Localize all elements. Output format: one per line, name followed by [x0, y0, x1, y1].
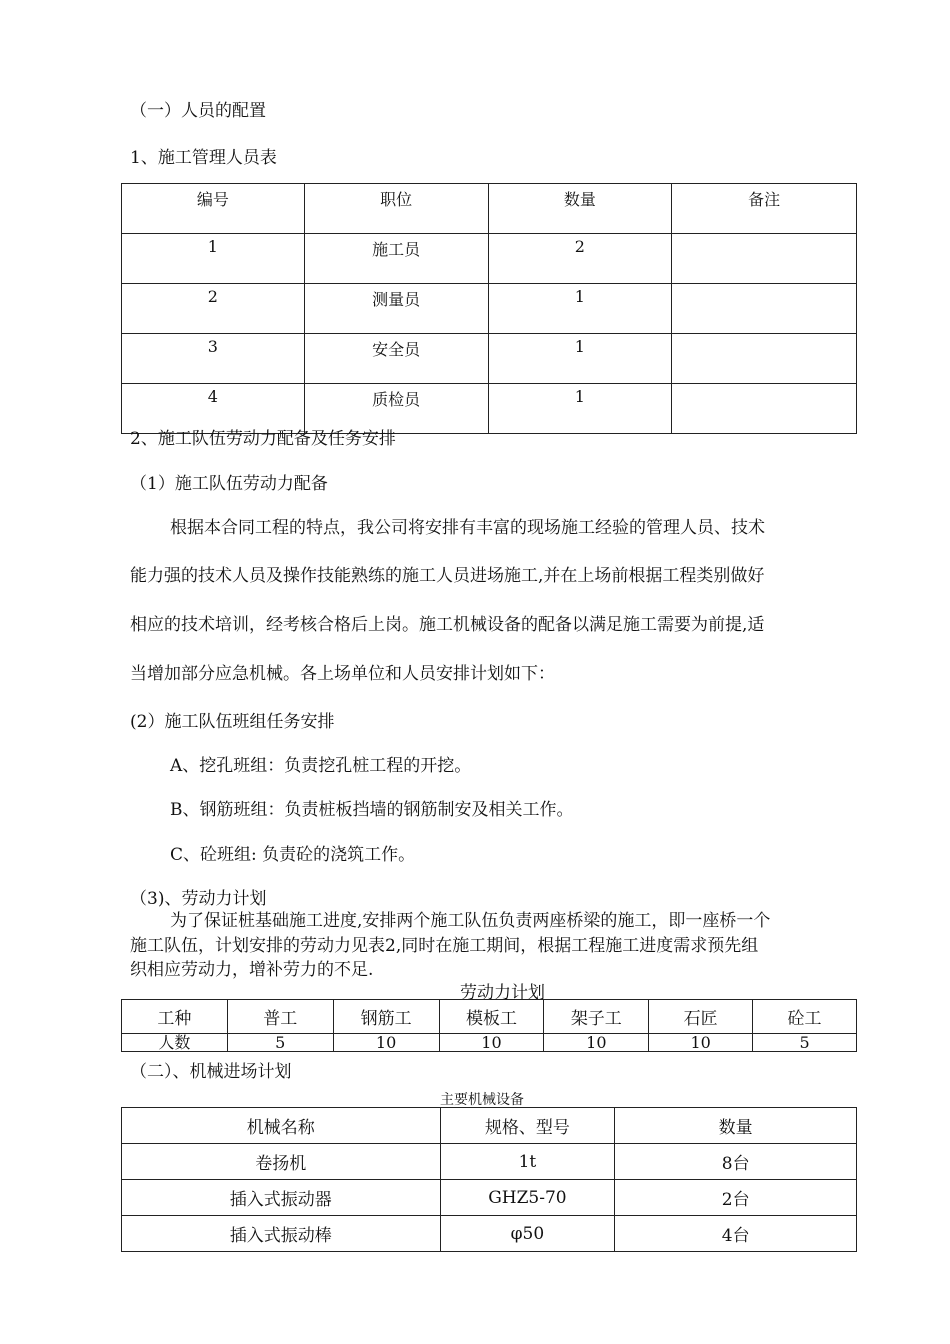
team-item: B、钢筋班组：负责桩板挡墙的钢筋制安及相关工作。	[170, 800, 574, 820]
table-cell: 架子工	[544, 1000, 649, 1034]
table-header-row	[122, 184, 857, 234]
table-row	[122, 1000, 857, 1034]
table-row	[122, 1180, 857, 1216]
table-cell: 2	[122, 284, 305, 334]
paragraph-line: 当增加部分应急机械。各上场单位和人员安排计划如下：	[130, 664, 555, 684]
table-cell: 插入式振动棒	[122, 1216, 441, 1252]
labor-plan-table	[121, 999, 857, 1052]
header-cell: 数量	[615, 1108, 857, 1144]
section-machinery-heading: （二）、机械进场计划	[130, 1062, 292, 1082]
table-cell: 测量员	[304, 284, 488, 334]
table-cell: 钢筋工	[333, 1000, 439, 1034]
table-cell: 模板工	[439, 1000, 544, 1034]
table-cell: 10	[439, 1034, 544, 1052]
team-item: C、砼班组: 负责砼的浇筑工作。	[170, 845, 416, 865]
paragraph-line: 能力强的技术人员及操作技能熟练的施工人员进场施工,并在上场前根据工程类别做好	[130, 566, 765, 586]
labor-subheading-2: (2）施工队伍班组任务安排	[130, 712, 335, 732]
header-cell: 编号	[122, 184, 305, 234]
paragraph-line: 相应的技术培训，经考核合格后上岗。施工机械设备的配备以满足施工需要为前提,适	[130, 615, 765, 635]
table-row	[122, 1034, 857, 1052]
header-cell: 职位	[304, 184, 488, 234]
table-row	[122, 234, 857, 284]
labor-plan-caption: 劳动力计划	[460, 983, 545, 1003]
header-cell: 备注	[672, 184, 857, 234]
table-row	[122, 334, 857, 384]
table-cell: 石匠	[649, 1000, 753, 1034]
table-cell: 人数	[122, 1034, 228, 1052]
header-cell: 规格、型号	[440, 1108, 615, 1144]
table-row	[122, 1144, 857, 1180]
header-cell: 机械名称	[122, 1108, 441, 1144]
table-cell: 砼工	[753, 1000, 857, 1034]
table-cell: 1	[488, 334, 672, 384]
table-cell: 8台	[615, 1144, 857, 1180]
table-row	[122, 1216, 857, 1252]
management-staff-table	[121, 183, 857, 434]
labor-heading: 2、施工队伍劳动力配备及任务安排	[130, 429, 396, 449]
mgmt-table-title: 1、施工管理人员表	[130, 148, 277, 168]
labor-subheading-3: （3)、劳动力计划	[130, 889, 267, 909]
table-cell: GHZ5-70	[440, 1180, 615, 1216]
table-cell: 2	[488, 234, 672, 284]
section-personnel-heading: （一）人员的配置	[130, 101, 266, 121]
paragraph-line: 为了保证桩基础施工进度,安排两个施工队伍负责两座桥梁的施工，即一座桥一个	[170, 911, 771, 931]
table-cell: 10	[544, 1034, 649, 1052]
table-header-row	[122, 1108, 857, 1144]
team-item: A、挖孔班组：负责挖孔桩工程的开挖。	[170, 756, 472, 776]
equipment-table	[121, 1107, 857, 1252]
paragraph-line: 织相应劳动力，增补劳力的不足.	[130, 960, 374, 980]
table-cell	[672, 234, 857, 284]
table-cell: 安全员	[304, 334, 488, 384]
table-cell: φ50	[440, 1216, 615, 1252]
table-cell: 工种	[122, 1000, 228, 1034]
table-cell: 施工员	[304, 234, 488, 284]
header-cell: 数量	[488, 184, 672, 234]
table-row	[122, 284, 857, 334]
table-cell: 1	[488, 284, 672, 334]
table-cell	[672, 334, 857, 384]
paragraph-line: 施工队伍，计划安排的劳动力见表2,同时在施工期间，根据工程施工进度需求预先组	[130, 936, 759, 956]
table-cell: 1	[122, 234, 305, 284]
table-cell	[672, 384, 857, 434]
table-cell: 普工	[227, 1000, 333, 1034]
table-cell: 2台	[615, 1180, 857, 1216]
table-cell: 1	[488, 384, 672, 434]
table-cell	[672, 284, 857, 334]
paragraph-line: 根据本合同工程的特点，我公司将安排有丰富的现场施工经验的管理人员、技术	[170, 518, 765, 538]
table-cell: 插入式振动器	[122, 1180, 441, 1216]
table-cell: 卷扬机	[122, 1144, 441, 1180]
table-cell: 质检员	[304, 384, 488, 434]
table-cell: 10	[649, 1034, 753, 1052]
labor-subheading-1: （1）施工队伍劳动力配备	[130, 474, 328, 494]
equipment-table-caption: 主要机械设备	[440, 1092, 524, 1108]
table-cell: 3	[122, 334, 305, 384]
table-cell: 5	[753, 1034, 857, 1052]
table-cell: 10	[333, 1034, 439, 1052]
table-cell: 4	[122, 384, 305, 434]
table-cell: 5	[227, 1034, 333, 1052]
table-cell: 1t	[440, 1144, 615, 1180]
table-cell: 4台	[615, 1216, 857, 1252]
